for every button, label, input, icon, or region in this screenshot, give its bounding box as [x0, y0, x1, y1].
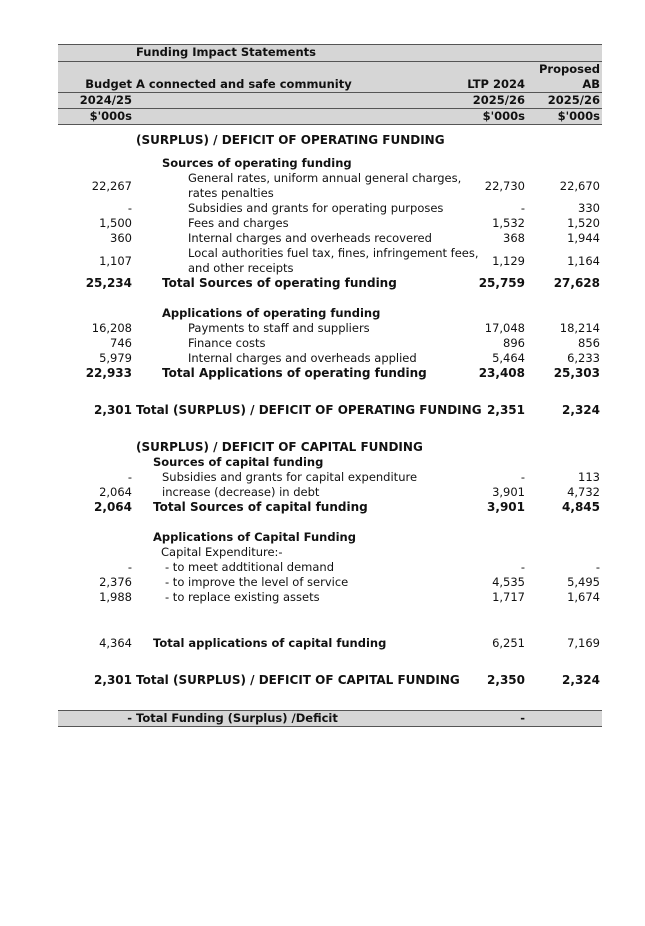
row-label: Internal charges and overheads applied [188, 351, 417, 365]
budget-unit: $'000s [89, 109, 132, 123]
proposed-value: 1,520 [567, 216, 600, 230]
ltp-value: 4,535 [492, 575, 525, 589]
proposed-column-header-line1: Proposed [538, 62, 600, 76]
row-label: - to improve the level of service [165, 575, 349, 589]
budget-value: - [127, 470, 132, 484]
operating-sources-heading-row [58, 156, 602, 171]
ltp-value: 896 [503, 336, 525, 350]
ltp-value: 17,048 [484, 321, 525, 335]
unit-row [58, 108, 602, 125]
total-row [58, 500, 602, 515]
ltp-unit: $'000s [482, 109, 525, 123]
row-label: Finance costs [188, 336, 266, 350]
budget-value: 2,064 [94, 500, 132, 514]
ltp-value: - [520, 711, 525, 725]
proposed-value: 113 [578, 470, 600, 484]
row-label: - to replace existing assets [165, 590, 320, 604]
ltp-value: 3,901 [487, 500, 525, 514]
budget-column-header: Budget [85, 77, 132, 91]
total-row [58, 636, 602, 651]
budget-value: - [127, 201, 132, 215]
table-row [58, 336, 602, 351]
budget-value: 746 [110, 336, 132, 350]
ltp-value: 1,532 [492, 216, 525, 230]
budget-year: 2024/25 [79, 93, 132, 107]
proposed-value: - [595, 560, 600, 574]
proposed-column-header-line2: AB [582, 77, 600, 91]
ltp-value: 25,759 [478, 276, 525, 290]
proposed-value: 330 [578, 201, 600, 215]
row-label-line2: and other receipts [188, 261, 294, 275]
table-row [58, 485, 602, 500]
row-label: Fees and charges [188, 216, 289, 230]
row-label: - to meet addtitional demand [165, 560, 335, 574]
table-row [58, 351, 602, 366]
capital-applications-heading: Applications of Capital Funding [153, 530, 356, 544]
proposed-value: 7,169 [567, 636, 600, 650]
ltp-value: 3,901 [492, 485, 525, 499]
proposed-value: 22,670 [559, 179, 600, 193]
ltp-value: 5,464 [492, 351, 525, 365]
proposed-value: 18,214 [559, 321, 600, 335]
proposed-value: 2,324 [562, 403, 600, 417]
capex-label-row [58, 545, 602, 560]
ltp-value: 23,408 [478, 366, 525, 380]
table-row [58, 201, 602, 216]
row-label: Internal charges and overheads recovered [188, 231, 432, 245]
operating-heading: (SURPLUS) / DEFICIT OF OPERATING FUNDING [136, 133, 445, 147]
budget-value: 16,208 [91, 321, 132, 335]
capital-applications-heading-row [58, 530, 602, 545]
budget-value: 1,500 [99, 216, 132, 230]
table-row [58, 171, 602, 201]
ltp-value: 2,351 [487, 403, 525, 417]
budget-value: 5,979 [99, 351, 132, 365]
table-row [58, 231, 602, 246]
row-label [136, 171, 461, 201]
proposed-value: 4,732 [567, 485, 600, 499]
title-row [58, 44, 602, 61]
proposed-year: 2025/26 [547, 93, 600, 107]
funding-impact-statement [58, 44, 602, 727]
budget-value: 2,064 [99, 485, 132, 499]
proposed-value: 27,628 [553, 276, 600, 290]
budget-value: 4,364 [99, 636, 132, 650]
total-funding-row [58, 710, 602, 727]
row-label: increase (decrease) in debt [162, 485, 320, 499]
proposed-value: 1,164 [567, 254, 600, 268]
row-label: Total (SURPLUS) / DEFICIT OF OPERATING FUNDING [136, 403, 482, 417]
total-row [58, 276, 602, 291]
row-label: Total Sources of operating funding [162, 276, 397, 290]
row-label-line1: Local authorities fuel tax, fines, infringement fees, [188, 246, 479, 260]
table-row [58, 590, 602, 605]
budget-value: 22,933 [85, 366, 132, 380]
ltp-value: 2,350 [487, 673, 525, 687]
row-label: Total Sources of capital funding [153, 500, 368, 514]
ltp-value: - [520, 560, 525, 574]
ltp-value: 1,717 [492, 590, 525, 604]
ltp-value: 22,730 [484, 179, 525, 193]
capital-sources-heading: Sources of capital funding [153, 455, 324, 469]
table-row [58, 575, 602, 590]
budget-value: - [127, 560, 132, 574]
budget-value: - [127, 711, 132, 725]
row-label: Subsidies and grants for operating purposes [188, 201, 444, 215]
ltp-value: 6,251 [492, 636, 525, 650]
section-name: A connected and safe community [136, 77, 352, 91]
total-row [58, 366, 602, 381]
ltp-value: - [520, 470, 525, 484]
row-label-line2: rates penalties [188, 186, 274, 200]
capital-heading: (SURPLUS) / DEFICIT OF CAPITAL FUNDING [136, 440, 423, 454]
ltp-value: 1,129 [492, 254, 525, 268]
row-label: Total applications of capital funding [153, 636, 387, 650]
column-header-row [58, 61, 602, 92]
row-label: Total Funding (Surplus) /Deficit [136, 711, 338, 725]
proposed-value: 4,845 [562, 500, 600, 514]
operating-sources-heading: Sources of operating funding [162, 156, 352, 170]
ltp-value: - [520, 201, 525, 215]
ltp-column-header: LTP 2024 [467, 77, 525, 91]
budget-value: 22,267 [91, 179, 132, 193]
capital-sources-heading-row [58, 455, 602, 470]
budget-value: 1,107 [99, 254, 132, 268]
operating-applications-heading-row [58, 306, 602, 321]
proposed-value: 2,324 [562, 673, 600, 687]
budget-value: 2,301 [94, 403, 132, 417]
table-row [58, 216, 602, 231]
proposed-value: 1,674 [567, 590, 600, 604]
table-row [58, 321, 602, 336]
budget-value: 2,301 [94, 673, 132, 687]
operating-applications-heading: Applications of operating funding [162, 306, 381, 320]
row-label: Subsidies and grants for capital expenditure [162, 470, 418, 484]
operating-net-total-row [58, 403, 602, 418]
year-row [58, 92, 602, 108]
proposed-value: 6,233 [567, 351, 600, 365]
row-label [136, 246, 479, 276]
table-row [58, 246, 602, 276]
capital-heading-row [58, 440, 602, 455]
row-label: Payments to staff and suppliers [188, 321, 370, 335]
row-label: Total (SURPLUS) / DEFICIT OF CAPITAL FUNDING [136, 673, 460, 687]
proposed-value: 25,303 [553, 366, 600, 380]
capex-label: Capital Expenditure:- [161, 545, 283, 559]
budget-value: 2,376 [99, 575, 132, 589]
ltp-value: 368 [503, 231, 525, 245]
ltp-year: 2025/26 [472, 93, 525, 107]
budget-value: 360 [110, 231, 132, 245]
operating-heading-row [58, 133, 602, 148]
budget-value: 25,234 [85, 276, 132, 290]
proposed-value: 1,944 [567, 231, 600, 245]
budget-value: 1,988 [99, 590, 132, 604]
table-row [58, 470, 602, 485]
capital-net-total-row [58, 673, 602, 688]
row-label: Total Applications of operating funding [162, 366, 427, 380]
proposed-value: 856 [578, 336, 600, 350]
table-row [58, 560, 602, 575]
proposed-unit: $'000s [557, 109, 600, 123]
statement-title: Funding Impact Statements [136, 45, 316, 59]
proposed-value: 5,495 [567, 575, 600, 589]
row-label-line1: General rates, uniform annual general charges, [188, 171, 462, 185]
